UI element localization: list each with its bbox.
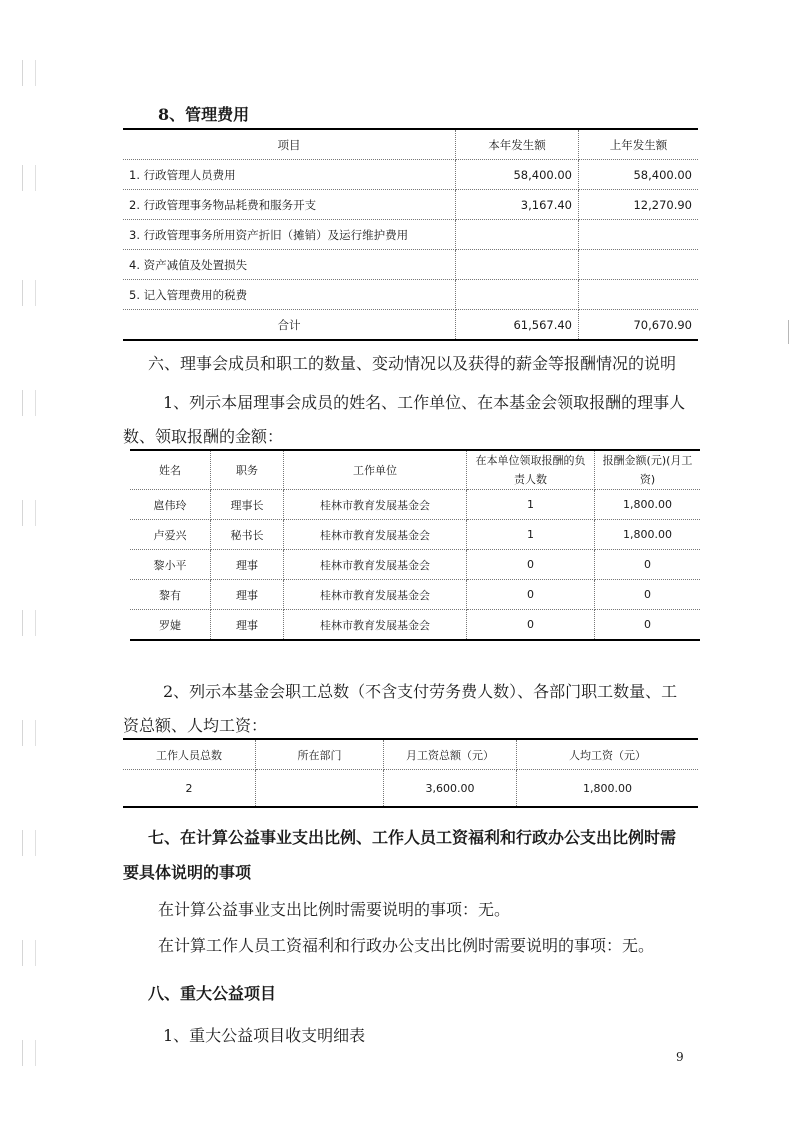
table-row <box>130 490 700 520</box>
table-row <box>123 770 698 808</box>
table-row <box>130 610 700 641</box>
section-8-title: 8、管理费用 <box>158 105 250 124</box>
section-7-title-line-2: 要具体说明的事项 <box>123 863 252 882</box>
section-8b-title: 八、重大公益项目 <box>148 984 277 1003</box>
table-header-row <box>130 450 700 490</box>
member-paid-count: 1 <box>467 520 595 550</box>
member-name: 罗婕 <box>130 610 211 641</box>
member-name: 卢爱兴 <box>130 520 211 550</box>
prior-value: 58,400.00 <box>579 160 699 190</box>
col-paid-count: 在本单位领取报酬的负责人数 <box>467 450 595 490</box>
col-item: 项目 <box>123 129 456 160</box>
board-members-table <box>130 449 700 641</box>
prior-value <box>579 220 699 250</box>
section-6-para-1-line-2: 数、领取报酬的金额： <box>123 427 284 446</box>
staff-table <box>123 738 698 808</box>
scan-mark <box>22 940 36 966</box>
scan-mark <box>22 165 36 191</box>
member-employer: 桂林市教育发展基金会 <box>284 550 467 580</box>
section-7-line-2: 在计算工作人员工资福利和行政办公支出比例时需要说明的事项：无。 <box>158 936 655 955</box>
section-6-title: 六、理事会成员和职工的数量、变动情况以及获得的薪金等报酬情况的说明 <box>148 354 677 373</box>
col-prior-year: 上年发生额 <box>579 129 699 160</box>
current-value <box>456 250 579 280</box>
member-name: 黎有 <box>130 580 211 610</box>
col-staff-count: 工作人员总数 <box>123 739 256 770</box>
member-position: 理事 <box>211 610 284 641</box>
total-prior: 70,670.90 <box>579 310 699 341</box>
scan-mark <box>22 720 36 746</box>
average-wage: 1,800.00 <box>517 770 699 808</box>
member-name: 黎小平 <box>130 550 211 580</box>
prior-value <box>579 250 699 280</box>
member-position: 理事长 <box>211 490 284 520</box>
row-label: 4. 资产减值及处置损失 <box>123 250 456 280</box>
current-value: 3,167.40 <box>456 190 579 220</box>
row-label: 3. 行政管理事务所用资产折旧（摊销）及运行维护费用 <box>123 220 456 250</box>
member-position: 理事 <box>211 550 284 580</box>
table-row <box>130 580 700 610</box>
table-header-row <box>123 739 698 770</box>
management-expense-table <box>123 128 698 341</box>
row-label: 5. 记入管理费用的税费 <box>123 280 456 310</box>
scan-mark <box>22 830 36 856</box>
section-6-para-1-line-1: 1、列示本届理事会成员的姓名、工作单位、在本基金会领取报酬的理事人 <box>163 393 686 412</box>
page-number: 9 <box>676 1050 684 1064</box>
table-row <box>130 520 700 550</box>
scan-mark <box>22 280 36 306</box>
col-name: 姓名 <box>130 450 211 490</box>
prior-value: 12,270.90 <box>579 190 699 220</box>
member-employer: 桂林市教育发展基金会 <box>284 490 467 520</box>
col-employer: 工作单位 <box>284 450 467 490</box>
member-employer: 桂林市教育发展基金会 <box>284 580 467 610</box>
table-row <box>123 160 698 190</box>
col-position: 职务 <box>211 450 284 490</box>
section-7-title-line-1: 七、在计算公益事业支出比例、工作人员工资福利和行政办公支出比例时需 <box>148 828 677 847</box>
row-label: 1. 行政管理人员费用 <box>123 160 456 190</box>
scan-mark <box>22 500 36 526</box>
department <box>256 770 384 808</box>
table-row <box>130 550 700 580</box>
section-8b-sub: 1、重大公益项目收支明细表 <box>163 1026 366 1045</box>
staff-count: 2 <box>123 770 256 808</box>
table-row <box>123 190 698 220</box>
member-salary: 0 <box>595 610 701 641</box>
member-paid-count: 0 <box>467 580 595 610</box>
scan-mark <box>788 320 797 344</box>
scan-mark <box>22 390 36 416</box>
member-employer: 桂林市教育发展基金会 <box>284 610 467 641</box>
scan-mark <box>22 1040 36 1066</box>
current-value: 58,400.00 <box>456 160 579 190</box>
member-name: 扈伟玲 <box>130 490 211 520</box>
prior-value <box>579 280 699 310</box>
scan-mark <box>22 610 36 636</box>
member-salary: 0 <box>595 550 701 580</box>
row-label: 2. 行政管理事务物品耗费和服务开支 <box>123 190 456 220</box>
member-salary: 1,800.00 <box>595 490 701 520</box>
total-row <box>123 310 698 341</box>
table-header-row <box>123 129 698 160</box>
member-employer: 桂林市教育发展基金会 <box>284 520 467 550</box>
total-label: 合计 <box>123 310 456 341</box>
col-average-wage: 人均工资（元） <box>517 739 699 770</box>
col-department: 所在部门 <box>256 739 384 770</box>
col-monthly-total: 月工资总额（元） <box>384 739 517 770</box>
section-7-line-1: 在计算公益事业支出比例时需要说明的事项：无。 <box>158 900 511 919</box>
member-position: 理事 <box>211 580 284 610</box>
member-paid-count: 1 <box>467 490 595 520</box>
table-row <box>123 280 698 310</box>
col-current-year: 本年发生额 <box>456 129 579 160</box>
section-6-para-2-line-2: 资总额、人均工资： <box>123 716 268 735</box>
current-value <box>456 220 579 250</box>
monthly-total: 3,600.00 <box>384 770 517 808</box>
member-position: 秘书长 <box>211 520 284 550</box>
table-row <box>123 220 698 250</box>
section-6-para-2-line-1: 2、列示本基金会职工总数（不含支付劳务费人数）、各部门职工数量、工 <box>163 682 678 701</box>
member-salary: 0 <box>595 580 701 610</box>
scan-mark <box>22 60 36 86</box>
total-current: 61,567.40 <box>456 310 579 341</box>
table-row <box>123 250 698 280</box>
current-value <box>456 280 579 310</box>
member-paid-count: 0 <box>467 550 595 580</box>
member-paid-count: 0 <box>467 610 595 641</box>
member-salary: 1,800.00 <box>595 520 701 550</box>
col-salary: 报酬金额(元)(月工资) <box>595 450 701 490</box>
